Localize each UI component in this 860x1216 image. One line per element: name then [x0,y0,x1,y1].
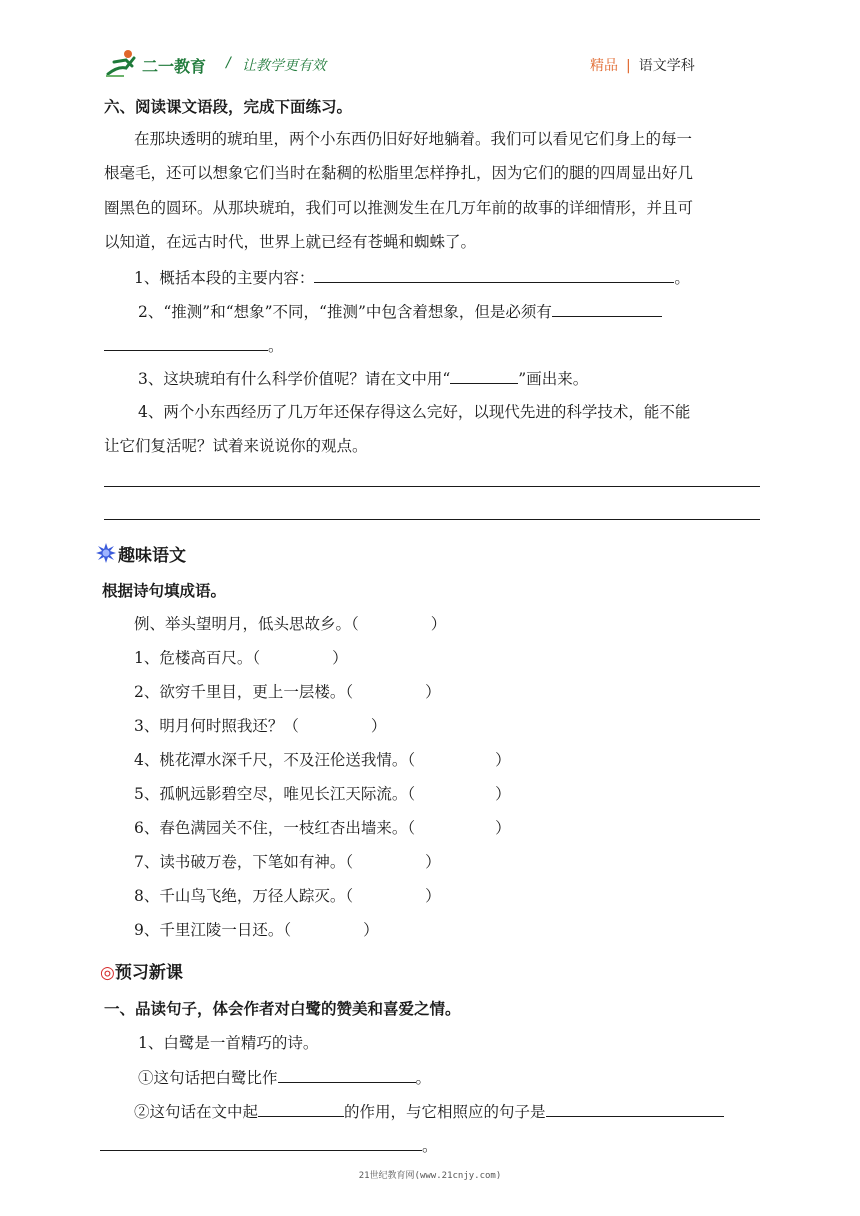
fun-item-3 [134,715,386,737]
close-paren: ） [370,717,387,735]
subject-label: 语文学科 [638,58,695,74]
fun-item-9 [134,919,379,941]
q2-end: 。 [268,337,284,355]
q2-label: 2、“推测”和“想象”不同，“推测”中包含着想象，但是必须有 [138,303,552,321]
part6-para-line3: 圈黑色的圆环。从那块琥珀，我们可以推测发生在几万年前的故事的详细情形，并且可 [104,199,694,217]
preview-q1a-blank[interactable] [278,1066,416,1083]
header-slogan: 让教学更有效 [242,58,326,74]
fun-item-7 [134,851,441,873]
q3-label-a: 3、这块琥珀有什么科学价值呢？请在文中用“ [138,370,451,388]
fun-item-text: 1、危楼高百尺。（ [134,649,261,667]
q1-end: 。 [674,269,690,287]
jingpin-badge: 精品 [590,58,618,74]
part6-para-line4: 以知道，在远古时代，世界上就已经有苍蝇和蜘蛛了。 [104,233,477,251]
fun-item-6 [134,817,511,839]
preview-title: 预习新课 [114,963,183,983]
q2-cont [104,334,284,357]
fun-item-text: 例、举头望明月，低头思故乡。（ [134,615,359,633]
preview-q1b-label-a: ②这句话在文中起 [134,1103,259,1121]
fun-item-1 [134,647,348,669]
preview-question-title: 一、品读句子，体会作者对白鹭的赞美和喜爱之情。 [104,1000,461,1018]
q3-label-b: ”画出来。 [518,370,589,388]
header-divider: | [626,58,631,74]
fun-item-text: 2、欲穷千里目，更上一层楼。（ [134,683,354,701]
fun-item-text: 4、桃花潭水深千尺，不及汪伦送我情。（ [134,751,416,769]
q3 [138,367,588,390]
q2-answer-blank-2[interactable] [104,334,268,351]
preview-sentence-1: 1、白鹭是一首精巧的诗。 [138,1034,319,1052]
fun-item-text: 9、千里江陵一日还。（ [134,921,292,939]
preview-q1a-end: 。 [415,1069,432,1087]
preview-q1b-cont [100,1134,438,1157]
preview-q1b-blank-3[interactable] [100,1134,422,1151]
preview-q1b [134,1100,724,1123]
close-paren: ） [495,751,511,769]
close-paren: ） [363,921,379,939]
preview-heading [100,958,183,983]
close-paren: ） [495,819,511,837]
part6-title: 六、阅读课文语段，完成下面练习。 [104,98,353,116]
footer-text: 21世纪教育网(www.21cnjy.com) [358,1171,502,1181]
close-paren: ） [425,853,441,871]
q4-line2: 让它们复活呢？试着来说说你的观点。 [104,437,368,455]
close-paren: ） [425,887,441,905]
preview-q1b-blank-1[interactable] [258,1100,344,1117]
q1 [134,266,690,289]
fun-item-text: 5、孤帆远影碧空尽，唯见长江天际流。（ [134,785,416,803]
preview-q1b-end: 。 [422,1137,438,1155]
fun-title: 趣味语文 [118,546,186,566]
fun-item-2 [134,681,441,703]
preview-q1b-blank-2[interactable] [546,1100,724,1117]
fun-item-8 [134,885,441,907]
fun-item-4 [134,749,511,771]
header-separator: / [226,55,231,71]
fun-item-text: 8、千山鸟飞绝，万径人踪灭。（ [134,887,354,905]
q3-mark-sample [450,367,518,384]
part6-para-line1: 在那块透明的琥珀里，两个小东西仍旧好好地躺着。我们可以看见它们身上的每一 [134,130,693,148]
q2 [138,300,662,323]
fun-item-5 [134,783,511,805]
fun-item-text: 3、明月何时照我还？（ [134,717,299,735]
preview-q1a-label: ①这句话把白鹭比作 [138,1069,278,1087]
fun-item-text: 6、春色满园关不住，一枝红杏出墙来。（ [134,819,416,837]
close-paren: ） [425,683,441,701]
part6-para-line2: 根毫毛，还可以想象它们当时在黏稠的松脂里怎样挣扎，因为它们的腿的四周显出好几 [104,164,694,182]
fun-subtitle: 根据诗句填成语。 [102,582,227,600]
q2-answer-blank-1[interactable] [552,300,662,317]
q1-answer-blank[interactable] [314,266,674,283]
q4-line1: 4、两个小东西经历了几万年还保存得这么完好，以现代先进的科学技术，能不能 [138,403,691,421]
fun-item-example [134,613,446,635]
star-burst-icon [96,543,116,563]
close-paren: ） [332,649,348,667]
q4-answer-line-2[interactable] [104,519,760,520]
close-paren: ） [430,615,447,633]
preview-q1a [138,1066,431,1089]
logo-text: 二一教育 [142,57,207,76]
bullseye-icon: ◎ [100,963,115,983]
q1-label: 1、概括本段的主要内容： [134,269,315,287]
q4-answer-line-1[interactable] [104,486,760,487]
close-paren: ） [495,785,511,803]
header [104,46,764,82]
runner-logo-icon [104,48,144,78]
fun-item-text: 7、读书破万卷，下笔如有神。（ [134,853,354,871]
preview-q1b-label-b: 的作用，与它相照应的句子是 [344,1103,546,1121]
header-right [590,55,695,75]
